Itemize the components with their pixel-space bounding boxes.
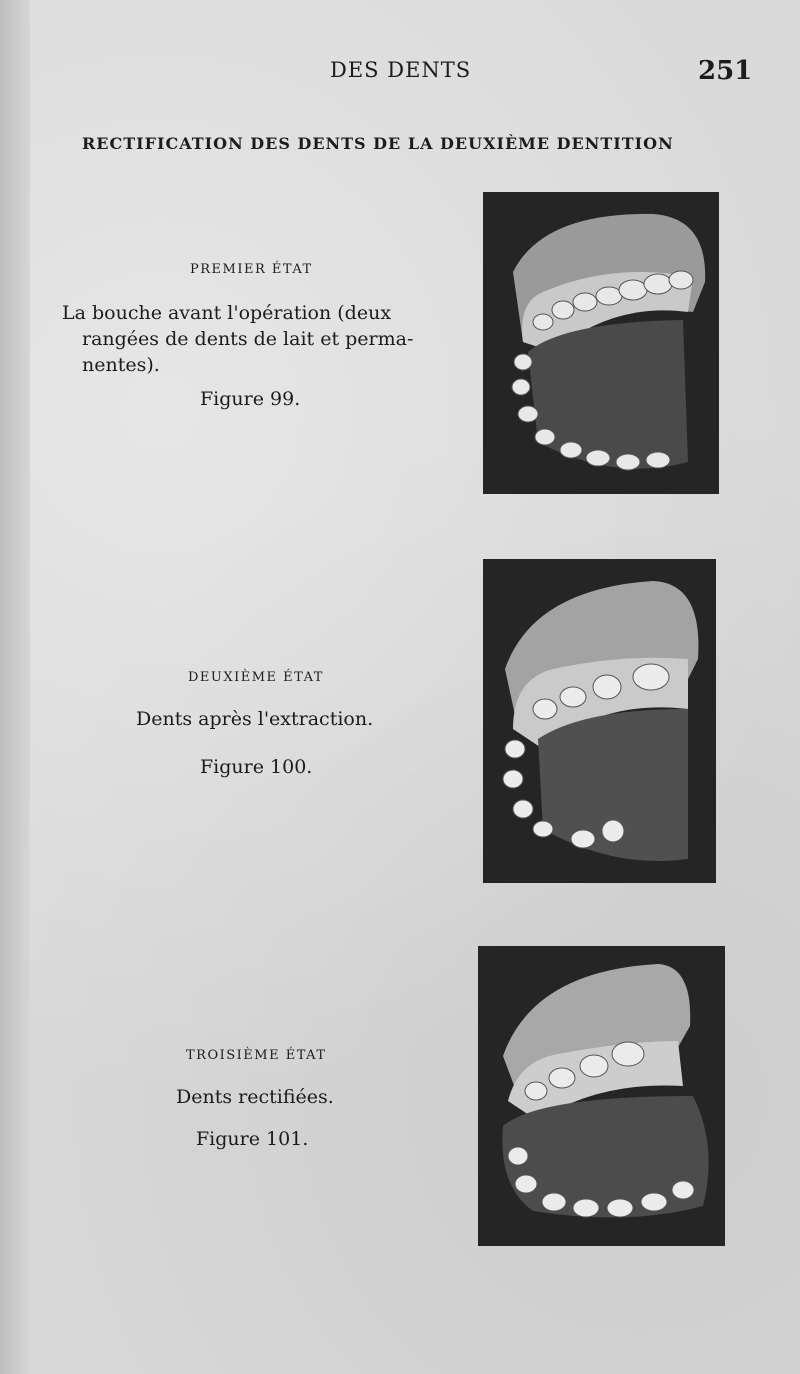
figure-101-label: Figure 101.	[196, 1128, 309, 1150]
figure-99-caption-line-1: La bouche avant l'opération (deux	[62, 302, 392, 324]
page-gutter-shadow	[0, 0, 30, 1374]
figure-99-dental-cast-photo	[483, 192, 719, 494]
figure-100-state-heading: DEUXIÈME ÉTAT	[188, 670, 324, 685]
page-number: 251	[698, 56, 753, 86]
figure-99-state-heading: PREMIER ÉTAT	[190, 262, 313, 277]
figure-99-caption	[62, 300, 462, 378]
figure-100-caption: Dents après l'extraction.	[136, 708, 374, 730]
figure-101-dental-cast-photo	[478, 946, 725, 1246]
figure-99-caption-line-3: nentes).	[82, 354, 160, 376]
figure-101-state-heading: TROISIÈME ÉTAT	[186, 1048, 327, 1063]
running-head: DES DENTS	[330, 58, 472, 82]
figure-100-label: Figure 100.	[200, 756, 313, 778]
figure-99-caption-line-2: rangées de dents de lait et perma-	[82, 328, 414, 350]
figure-99-label: Figure 99.	[200, 388, 301, 410]
figure-101-caption: Dents rectifiées.	[176, 1086, 334, 1108]
section-title: RECTIFICATION DES DENTS DE LA DEUXIÈME DENTITION	[82, 134, 674, 153]
figure-100-dental-cast-photo	[483, 559, 716, 883]
